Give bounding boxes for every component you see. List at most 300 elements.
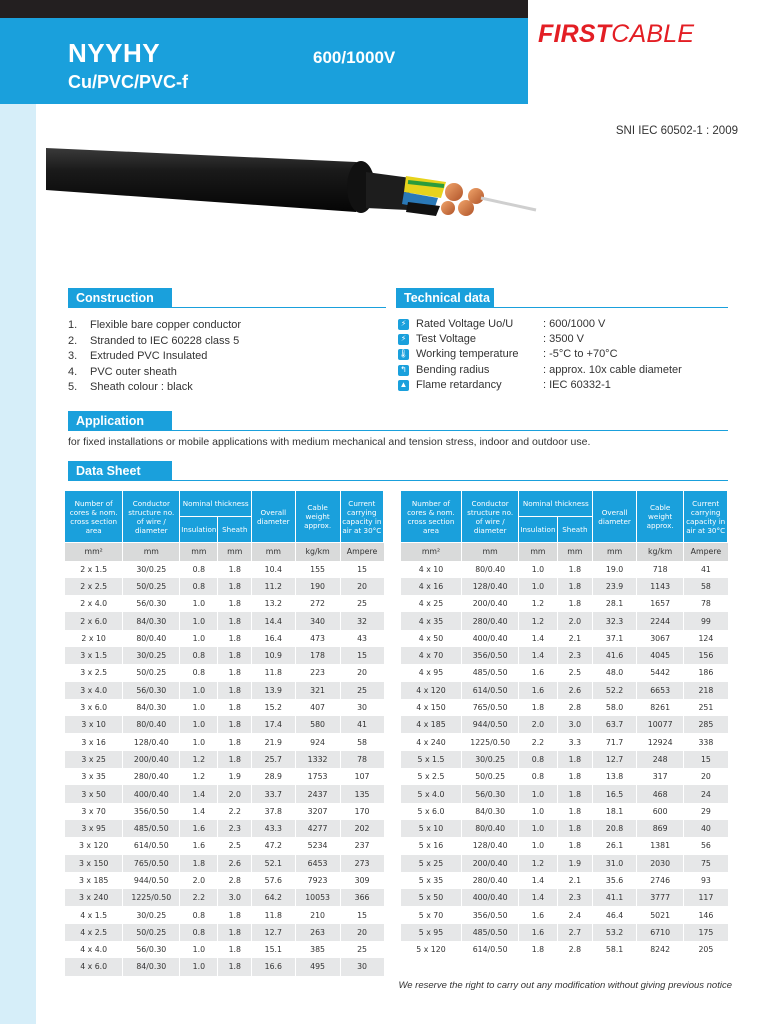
table-cell: 473 bbox=[295, 630, 340, 647]
table-cell: 12924 bbox=[636, 733, 683, 750]
table-row bbox=[65, 561, 384, 578]
table-row bbox=[65, 733, 384, 750]
table-cell: 1.8 bbox=[557, 561, 593, 578]
table-cell: 5 x 70 bbox=[401, 906, 462, 923]
table-cell: 210 bbox=[295, 906, 340, 923]
construction-item: 1. Flexible bare copper conductor bbox=[68, 319, 242, 331]
table-cell: 3 x 10 bbox=[65, 716, 123, 733]
table-cell: 340 bbox=[295, 612, 340, 629]
application-text: for fixed installations or mobile applications with medium mechanical and tension stress, indoor and outdoor use. bbox=[68, 436, 591, 448]
table-row bbox=[65, 699, 384, 716]
table-cell: 5 x 2.5 bbox=[401, 768, 462, 785]
table-cell: 56/0.30 bbox=[123, 595, 180, 612]
table-cell: 2.0 bbox=[180, 872, 218, 889]
table-cell: 5021 bbox=[636, 906, 683, 923]
table-cell: 186 bbox=[684, 664, 728, 681]
product-title: NYYHY bbox=[68, 38, 161, 68]
table-cell: 2244 bbox=[636, 612, 683, 629]
tech-row-working-temperature: 🌡 Working temperature : -5°C to +70°C bbox=[398, 348, 618, 360]
col-header-overall: Overall diameter bbox=[252, 491, 295, 543]
table-cell: 2.2 bbox=[519, 733, 557, 750]
construction-item: 3. Extruded PVC Insulated bbox=[68, 350, 208, 362]
table-row bbox=[401, 906, 728, 923]
table-cell: 3 x 240 bbox=[65, 889, 123, 906]
table-cell: 0.8 bbox=[180, 578, 218, 595]
table-cell: 3 x 35 bbox=[65, 768, 123, 785]
table-cell: 2.0 bbox=[519, 716, 557, 733]
table-cell: 4 x 150 bbox=[401, 699, 462, 716]
table-cell: 2 x 2.5 bbox=[65, 578, 123, 595]
table-cell: 1.0 bbox=[180, 716, 218, 733]
table-cell: 80/0.40 bbox=[123, 716, 180, 733]
logo-cable: CABLE bbox=[611, 20, 695, 48]
table-cell: 1.8 bbox=[557, 595, 593, 612]
left-accent-stripe bbox=[0, 104, 36, 1024]
table-cell: 924 bbox=[295, 733, 340, 750]
table-cell: 48.0 bbox=[593, 664, 637, 681]
table-cell: 1225/0.50 bbox=[123, 889, 180, 906]
table-cell: 135 bbox=[340, 785, 383, 802]
table-cell: 1.8 bbox=[218, 664, 252, 681]
table-cell: 6710 bbox=[636, 924, 683, 941]
table-cell: 50/0.25 bbox=[461, 768, 518, 785]
table-cell: 2.6 bbox=[557, 682, 593, 699]
table-cell: 1.2 bbox=[519, 595, 557, 612]
table-cell: 124 bbox=[684, 630, 728, 647]
table-cell: 1.8 bbox=[218, 716, 252, 733]
col-header-nominal: Nominal thickness bbox=[519, 491, 593, 517]
table-cell: 2.2 bbox=[218, 803, 252, 820]
table-cell: 366 bbox=[340, 889, 383, 906]
table-row bbox=[401, 855, 728, 872]
table-cell: 18.1 bbox=[593, 803, 637, 820]
table-cell: 30 bbox=[340, 699, 383, 716]
table-cell: 1.8 bbox=[218, 612, 252, 629]
table-cell: 3 x 185 bbox=[65, 872, 123, 889]
table-cell: 84/0.30 bbox=[461, 803, 518, 820]
table-cell: 3.0 bbox=[557, 716, 593, 733]
table-cell: 1.0 bbox=[519, 785, 557, 802]
table-cell: 3067 bbox=[636, 630, 683, 647]
table-cell: 1.0 bbox=[519, 803, 557, 820]
table-cell: 1.8 bbox=[557, 785, 593, 802]
voltage-rating: 600/1000V bbox=[313, 48, 396, 67]
col-header-nominal: Nominal thickness bbox=[180, 491, 252, 517]
table-cell: 20.8 bbox=[593, 820, 637, 837]
application-heading: Application bbox=[68, 411, 172, 431]
table-cell: 40 bbox=[684, 820, 728, 837]
bend-icon: ↰ bbox=[398, 365, 409, 376]
table-row bbox=[401, 837, 728, 854]
table-cell: 356/0.50 bbox=[123, 803, 180, 820]
datasheet-rule bbox=[172, 480, 728, 481]
table-cell: 35.6 bbox=[593, 872, 637, 889]
col-header-conductor: Conductor structure no. of wire / diameter bbox=[461, 491, 518, 543]
table-cell: 4 x 240 bbox=[401, 733, 462, 750]
table-cell: 17.4 bbox=[252, 716, 295, 733]
table-cell: 178 bbox=[295, 647, 340, 664]
table-cell: 1.2 bbox=[180, 751, 218, 768]
table-row bbox=[65, 855, 384, 872]
table-cell: 15 bbox=[340, 561, 383, 578]
table-cell: 1.6 bbox=[180, 837, 218, 854]
table-row bbox=[401, 578, 728, 595]
technical-heading: Technical data bbox=[396, 288, 494, 308]
table-cell: 2.0 bbox=[218, 785, 252, 802]
table-cell: 50/0.25 bbox=[123, 924, 180, 941]
table-cell: 12.7 bbox=[593, 751, 637, 768]
table-cell: 128/0.40 bbox=[123, 733, 180, 750]
product-subtitle: Cu/PVC/PVC-f bbox=[68, 72, 189, 92]
table-cell: 1.8 bbox=[557, 768, 593, 785]
table-cell: 600 bbox=[636, 803, 683, 820]
table-row bbox=[401, 803, 728, 820]
table-cell: 16.4 bbox=[252, 630, 295, 647]
table-cell: 1.4 bbox=[519, 889, 557, 906]
table-cell: 614/0.50 bbox=[461, 682, 518, 699]
table-cell: 28.1 bbox=[593, 595, 637, 612]
table-cell: 13.9 bbox=[252, 682, 295, 699]
table-cell: 5 x 120 bbox=[401, 941, 462, 958]
table-cell: 0.8 bbox=[180, 561, 218, 578]
construction-item: 2. Stranded to IEC 60228 class 5 bbox=[68, 334, 240, 347]
table-cell: 400/0.40 bbox=[461, 630, 518, 647]
table-cell: 3207 bbox=[295, 803, 340, 820]
table-cell: 2.3 bbox=[557, 647, 593, 664]
table-cell: 0.8 bbox=[180, 924, 218, 941]
table-cell: 170 bbox=[340, 803, 383, 820]
table-cell: 37.8 bbox=[252, 803, 295, 820]
table-cell: 30/0.25 bbox=[123, 561, 180, 578]
table-cell: 80/0.40 bbox=[461, 561, 518, 578]
table-cell: 321 bbox=[295, 682, 340, 699]
table-cell: 0.8 bbox=[519, 768, 557, 785]
table-cell: 128/0.40 bbox=[461, 837, 518, 854]
table-row bbox=[65, 906, 384, 923]
table-cell: 1.8 bbox=[218, 561, 252, 578]
table-cell: 3 x 25 bbox=[65, 751, 123, 768]
table-cell: 1.4 bbox=[519, 647, 557, 664]
table-cell: 2030 bbox=[636, 855, 683, 872]
construction-item: 4. PVC outer sheath bbox=[68, 365, 177, 378]
table-cell: 400/0.40 bbox=[461, 889, 518, 906]
table-cell: 3.0 bbox=[218, 889, 252, 906]
table-cell: 3 x 4.0 bbox=[65, 682, 123, 699]
table-cell: 202 bbox=[340, 820, 383, 837]
col-header-cores: Number of cores & nom. cross section area bbox=[65, 491, 123, 543]
table-cell: 2.7 bbox=[557, 924, 593, 941]
table-row bbox=[65, 768, 384, 785]
table-cell: 4 x 25 bbox=[401, 595, 462, 612]
table-cell: 56/0.30 bbox=[123, 682, 180, 699]
table-cell: 4 x 2.5 bbox=[65, 924, 123, 941]
table-row bbox=[65, 837, 384, 854]
table-cell: 4 x 120 bbox=[401, 682, 462, 699]
table-cell: 11.8 bbox=[252, 906, 295, 923]
col-header-sheath: Sheath bbox=[218, 517, 252, 543]
table-cell: 4 x 70 bbox=[401, 647, 462, 664]
table-cell: 200/0.40 bbox=[461, 595, 518, 612]
table-cell: 614/0.50 bbox=[123, 837, 180, 854]
table-cell: 407 bbox=[295, 699, 340, 716]
table-cell: 2.8 bbox=[557, 941, 593, 958]
table-cell: 1.6 bbox=[519, 682, 557, 699]
table-cell: 1.8 bbox=[218, 699, 252, 716]
table-cell: 1.0 bbox=[180, 630, 218, 647]
table-cell: 6453 bbox=[295, 855, 340, 872]
table-cell: 1.8 bbox=[218, 941, 252, 958]
table-row bbox=[65, 924, 384, 941]
tech-row-test-voltage: ⚡ Test Voltage : 3500 V bbox=[398, 333, 584, 345]
col-header-weight: Cable weight approx. bbox=[636, 491, 683, 543]
table-row bbox=[401, 630, 728, 647]
table-cell: 5 x 16 bbox=[401, 837, 462, 854]
table-cell: 285 bbox=[684, 716, 728, 733]
table-cell: 468 bbox=[636, 785, 683, 802]
table-cell: 2.5 bbox=[218, 837, 252, 854]
table-cell: 2.6 bbox=[218, 855, 252, 872]
table-cell: 58.0 bbox=[593, 699, 637, 716]
table-cell: 356/0.50 bbox=[461, 906, 518, 923]
table-cell: 1.0 bbox=[180, 612, 218, 629]
col-header-weight: Cable weight approx. bbox=[295, 491, 340, 543]
table-row bbox=[401, 785, 728, 802]
construction-rule bbox=[172, 307, 386, 308]
table-cell: 944/0.50 bbox=[461, 716, 518, 733]
col-header-current: Current carrying capacity in air at 30°C bbox=[340, 491, 383, 543]
table-cell: 93 bbox=[684, 872, 728, 889]
table-cell: 2.8 bbox=[557, 699, 593, 716]
table-cell: 1.8 bbox=[218, 751, 252, 768]
col-header-insulation: Insulation bbox=[519, 517, 557, 543]
table-cell: 1.0 bbox=[180, 958, 218, 975]
table-cell: 485/0.50 bbox=[123, 820, 180, 837]
table-cell: 16.5 bbox=[593, 785, 637, 802]
table-cell: 84/0.30 bbox=[123, 699, 180, 716]
table-row bbox=[65, 872, 384, 889]
table-cell: 1.2 bbox=[180, 768, 218, 785]
table-row bbox=[401, 699, 728, 716]
table-cell: 5 x 35 bbox=[401, 872, 462, 889]
table-cell: 4 x 185 bbox=[401, 716, 462, 733]
table-cell: 58 bbox=[340, 733, 383, 750]
table-cell: 41 bbox=[684, 561, 728, 578]
table-cell: 3.3 bbox=[557, 733, 593, 750]
table-cell: 30 bbox=[340, 958, 383, 975]
table-cell: 1.4 bbox=[180, 803, 218, 820]
table-cell: 13.2 bbox=[252, 595, 295, 612]
table-cell: 1381 bbox=[636, 837, 683, 854]
table-cell: 4 x 16 bbox=[401, 578, 462, 595]
table-row bbox=[401, 941, 728, 958]
table-cell: 25 bbox=[340, 595, 383, 612]
table-cell: 190 bbox=[295, 578, 340, 595]
table-cell: 80/0.40 bbox=[461, 820, 518, 837]
table-row bbox=[401, 733, 728, 750]
table-cell: 15 bbox=[340, 647, 383, 664]
table-cell: 280/0.40 bbox=[461, 612, 518, 629]
table-cell: 5 x 10 bbox=[401, 820, 462, 837]
footer-note: We reserve the right to carry out any modification without giving previous notice bbox=[398, 980, 732, 991]
brand-logo bbox=[538, 20, 694, 49]
table-cell: 4 x 35 bbox=[401, 612, 462, 629]
table-cell: 338 bbox=[684, 733, 728, 750]
table-cell: 1657 bbox=[636, 595, 683, 612]
tech-row-rated-voltage: ⚡ Rated Voltage Uo/U : 600/1000 V bbox=[398, 318, 605, 330]
table-cell: 1.4 bbox=[519, 630, 557, 647]
table-cell: 146 bbox=[684, 906, 728, 923]
table-cell: 1.2 bbox=[519, 612, 557, 629]
table-cell: 64.2 bbox=[252, 889, 295, 906]
data-table-right bbox=[400, 490, 728, 958]
table-cell: 20 bbox=[340, 664, 383, 681]
table-cell: 4 x 50 bbox=[401, 630, 462, 647]
table-cell: 1.8 bbox=[519, 699, 557, 716]
table-cell: 47.2 bbox=[252, 837, 295, 854]
table-cell: 1225/0.50 bbox=[461, 733, 518, 750]
table-cell: 1.9 bbox=[557, 855, 593, 872]
table-cell: 2.2 bbox=[180, 889, 218, 906]
table-cell: 1.8 bbox=[557, 837, 593, 854]
table-cell: 1.8 bbox=[218, 630, 252, 647]
table-cell: 4 x 10 bbox=[401, 561, 462, 578]
table-cell: 33.7 bbox=[252, 785, 295, 802]
table-cell: 205 bbox=[684, 941, 728, 958]
table-cell: 273 bbox=[340, 855, 383, 872]
data-table-left bbox=[64, 490, 384, 976]
table-cell: 32.3 bbox=[593, 612, 637, 629]
table-cell: 869 bbox=[636, 820, 683, 837]
table-cell: 1.0 bbox=[519, 837, 557, 854]
table-cell: 2 x 4.0 bbox=[65, 595, 123, 612]
table-row bbox=[401, 595, 728, 612]
table-cell: 1143 bbox=[636, 578, 683, 595]
table-cell: 2 x 10 bbox=[65, 630, 123, 647]
thermometer-icon: 🌡 bbox=[398, 349, 409, 358]
table-cell: 32 bbox=[340, 612, 383, 629]
table-cell: 10077 bbox=[636, 716, 683, 733]
table-cell: 4 x 6.0 bbox=[65, 958, 123, 975]
table-cell: 57.6 bbox=[252, 872, 295, 889]
datasheet-heading: Data Sheet bbox=[68, 461, 172, 481]
table-cell: 19.0 bbox=[593, 561, 637, 578]
table-cell: 50/0.25 bbox=[123, 664, 180, 681]
table-cell: 84/0.30 bbox=[123, 958, 180, 975]
flame-icon: ▲ bbox=[399, 380, 408, 389]
table-cell: 3 x 95 bbox=[65, 820, 123, 837]
table-cell: 4 x 1.5 bbox=[65, 906, 123, 923]
table-cell: 43.3 bbox=[252, 820, 295, 837]
table-cell: 117 bbox=[684, 889, 728, 906]
cable-illustration bbox=[36, 140, 576, 250]
table-cell: 10053 bbox=[295, 889, 340, 906]
col-header-overall: Overall diameter bbox=[593, 491, 637, 543]
table-cell: 53.2 bbox=[593, 924, 637, 941]
table-cell: 1.8 bbox=[218, 682, 252, 699]
table-cell: 7923 bbox=[295, 872, 340, 889]
table-cell: 1.0 bbox=[180, 682, 218, 699]
table-cell: 58.1 bbox=[593, 941, 637, 958]
tech-row-flame-retardancy: ▲ Flame retardancy : IEC 60332-1 bbox=[399, 379, 611, 391]
table-cell: 175 bbox=[684, 924, 728, 941]
table-cell: 99 bbox=[684, 612, 728, 629]
table-cell: 28.9 bbox=[252, 768, 295, 785]
table-cell: 16.6 bbox=[252, 958, 295, 975]
test-voltage-icon: ⚡ bbox=[398, 334, 409, 345]
table-cell: 1.8 bbox=[218, 647, 252, 664]
table-cell: 3 x 120 bbox=[65, 837, 123, 854]
col-header-cores: Number of cores & nom. cross section area bbox=[401, 491, 462, 543]
table-cell: 25.7 bbox=[252, 751, 295, 768]
table-cell: 1.4 bbox=[180, 785, 218, 802]
table-row bbox=[65, 595, 384, 612]
table-row bbox=[401, 768, 728, 785]
table-cell: 107 bbox=[340, 768, 383, 785]
table-row bbox=[401, 751, 728, 768]
table-cell: 78 bbox=[340, 751, 383, 768]
table-cell: 309 bbox=[340, 872, 383, 889]
table-cell: 6653 bbox=[636, 682, 683, 699]
table-cell: 71.7 bbox=[593, 733, 637, 750]
table-cell: 4277 bbox=[295, 820, 340, 837]
table-cell: 1.8 bbox=[180, 855, 218, 872]
table-row bbox=[401, 820, 728, 837]
table-row bbox=[401, 612, 728, 629]
table-cell: 2.0 bbox=[557, 612, 593, 629]
table-cell: 3 x 16 bbox=[65, 733, 123, 750]
tech-row-bending-radius: ↰ Bending radius : approx. 10x cable diameter bbox=[398, 364, 682, 376]
table-cell: 248 bbox=[636, 751, 683, 768]
col-header-sheath: Sheath bbox=[557, 517, 593, 543]
table-cell: 78 bbox=[684, 595, 728, 612]
table-cell: 1.0 bbox=[180, 941, 218, 958]
table-cell: 20 bbox=[684, 768, 728, 785]
table-cell: 52.2 bbox=[593, 682, 637, 699]
logo-first: FIRST bbox=[538, 20, 612, 48]
table-cell: 0.8 bbox=[180, 647, 218, 664]
table-cell: 2.5 bbox=[557, 664, 593, 681]
lightning-icon: ⚡ bbox=[398, 319, 409, 330]
table-row bbox=[65, 803, 384, 820]
table-cell: 0.8 bbox=[180, 906, 218, 923]
table-row bbox=[65, 820, 384, 837]
table-cell: 43 bbox=[340, 630, 383, 647]
construction-list bbox=[68, 318, 241, 396]
table-cell: 1753 bbox=[295, 768, 340, 785]
table-cell: 2437 bbox=[295, 785, 340, 802]
table-cell: 4 x 4.0 bbox=[65, 941, 123, 958]
table-cell: 218 bbox=[684, 682, 728, 699]
table-cell: 1.0 bbox=[519, 561, 557, 578]
table-cell: 15.1 bbox=[252, 941, 295, 958]
table-cell: 1.9 bbox=[218, 768, 252, 785]
table-cell: 1.0 bbox=[180, 595, 218, 612]
table-cell: 46.4 bbox=[593, 906, 637, 923]
table-cell: 41.6 bbox=[593, 647, 637, 664]
table-cell: 63.7 bbox=[593, 716, 637, 733]
table-cell: 200/0.40 bbox=[123, 751, 180, 768]
table-cell: 3777 bbox=[636, 889, 683, 906]
table-cell: 237 bbox=[340, 837, 383, 854]
col-header-conductor: Conductor structure no. of wire / diameter bbox=[123, 491, 180, 543]
table-cell: 1.8 bbox=[557, 820, 593, 837]
table-cell: 263 bbox=[295, 924, 340, 941]
table-cell: 765/0.50 bbox=[461, 699, 518, 716]
table-row bbox=[65, 612, 384, 629]
table-cell: 5 x 1.5 bbox=[401, 751, 462, 768]
top-dark-bar bbox=[0, 0, 528, 18]
table-cell: 29 bbox=[684, 803, 728, 820]
